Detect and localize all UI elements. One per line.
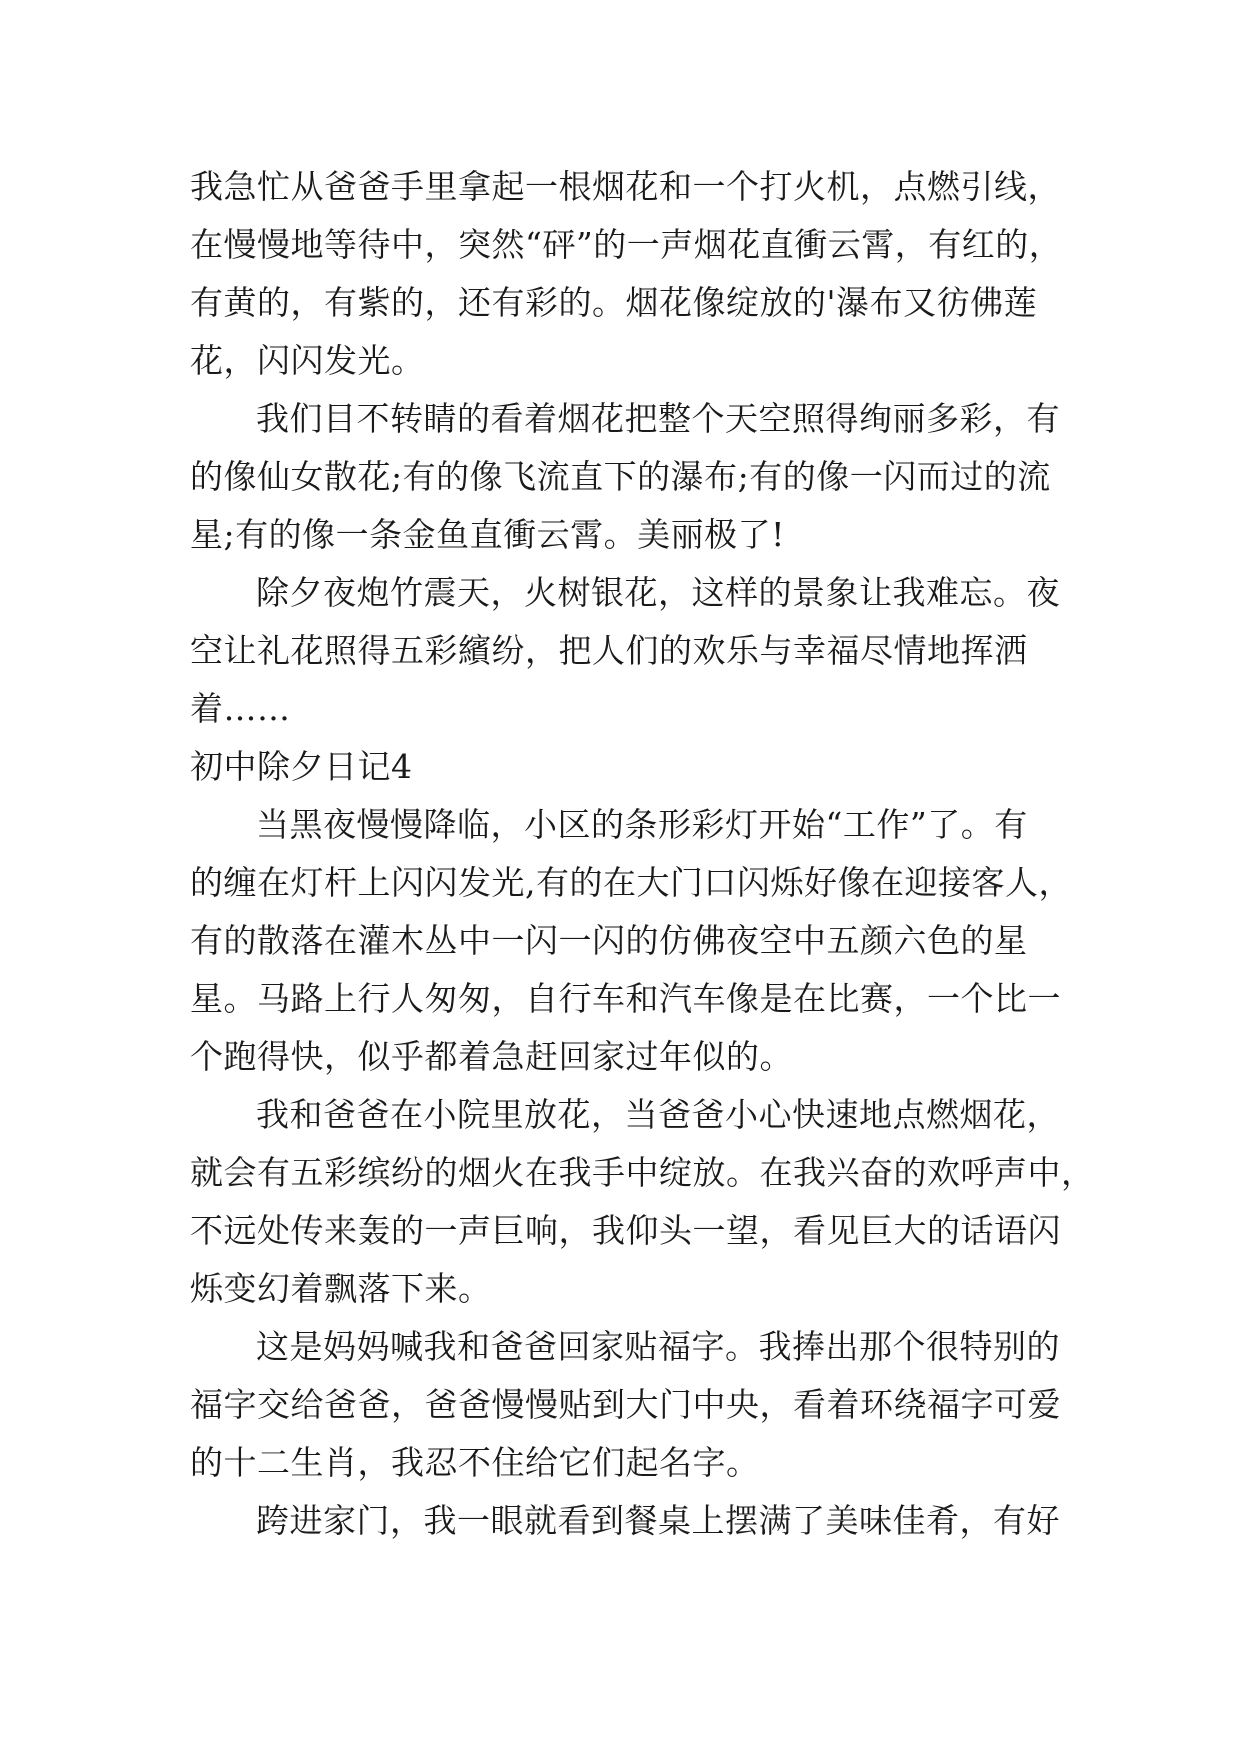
paragraph: [190, 158, 1070, 390]
section-heading: [190, 738, 1070, 796]
paragraph-line: 当黑夜慢慢降临，小区的条形彩灯开始“工作”了。有: [256, 805, 1028, 844]
paragraph-line: 空让礼花照得五彩繽纷，把人们的欢乐与幸福尽情地挥洒: [190, 631, 1028, 670]
paragraph: [190, 1492, 1070, 1550]
paragraph: [190, 796, 1070, 1086]
paragraph-line: 个跑得快，似乎都着急赶回家过年似的。: [190, 1037, 793, 1076]
paragraph-line: 福字交给爸爸，爸爸慢慢贴到大门中央，看着环绕福字可爱: [190, 1385, 1061, 1424]
paragraph-line: 星;有的像一条金鱼直衝云霄。美丽极了!: [190, 515, 785, 554]
paragraph: [190, 1086, 1095, 1318]
paragraph-line: 我们目不转睛的看着烟花把整个天空照得绚丽多彩，有: [256, 399, 1060, 438]
paragraph-line: 就会有五彩缤纷的烟火在我手中绽放。在我兴奋的欢呼声中，: [190, 1153, 1095, 1192]
paragraph-line: 在慢慢地等待中，突然“砰”的一声烟花直衝云霄，有红的，: [190, 225, 1063, 264]
paragraph-line: 星。马路上行人匆匆，自行车和汽车像是在比赛，一个比一: [190, 979, 1061, 1018]
document-body: [190, 158, 1095, 1550]
paragraph-line: 有的散落在灌木丛中一闪一闪的仿佛夜空中五颜六色的星: [190, 921, 1028, 960]
paragraph-line: 有黄的，有紫的，还有彩的。烟花像绽放的'瀑布又彷佛莲: [190, 283, 1038, 322]
paragraph-line: 的缠在灯杆上闪闪发光,有的在大门口闪烁好像在迎接客人，: [190, 863, 1072, 902]
paragraph-line: 的十二生肖，我忍不住给它们起名字。: [190, 1443, 760, 1482]
paragraph-line: 这是妈妈喊我和爸爸回家贴福字。我捧出那个很特别的: [256, 1327, 1060, 1366]
paragraph-line: 我和爸爸在小院里放花，当爸爸小心快速地点燃烟花，: [256, 1095, 1060, 1134]
paragraph-line: 花，闪闪发光。: [190, 341, 425, 380]
paragraph: [190, 390, 1070, 564]
paragraph: [190, 564, 1070, 738]
heading-text: 初中除夕日记4: [190, 747, 413, 786]
paragraph-line: 烁变幻着飘落下来。: [190, 1269, 492, 1308]
paragraph-line: 跨进家门，我一眼就看到餐桌上摆满了美味佳肴，有好: [256, 1501, 1060, 1540]
paragraph-line: 的像仙女散花;有的像飞流直下的瀑布;有的像一闪而过的流: [190, 457, 1051, 496]
paragraph-line: 除夕夜炮竹震天，火树银花，这样的景象让我难忘。夜: [256, 573, 1060, 612]
paragraph-line: 我急忙从爸爸手里拿起一根烟花和一个打火机，点燃引线，: [190, 167, 1061, 206]
paragraph-line: 不远处传来轰的一声巨响，我仰头一望，看见巨大的话语闪: [190, 1211, 1061, 1250]
paragraph-line: 着……: [190, 689, 291, 728]
paragraph: [190, 1318, 1070, 1492]
